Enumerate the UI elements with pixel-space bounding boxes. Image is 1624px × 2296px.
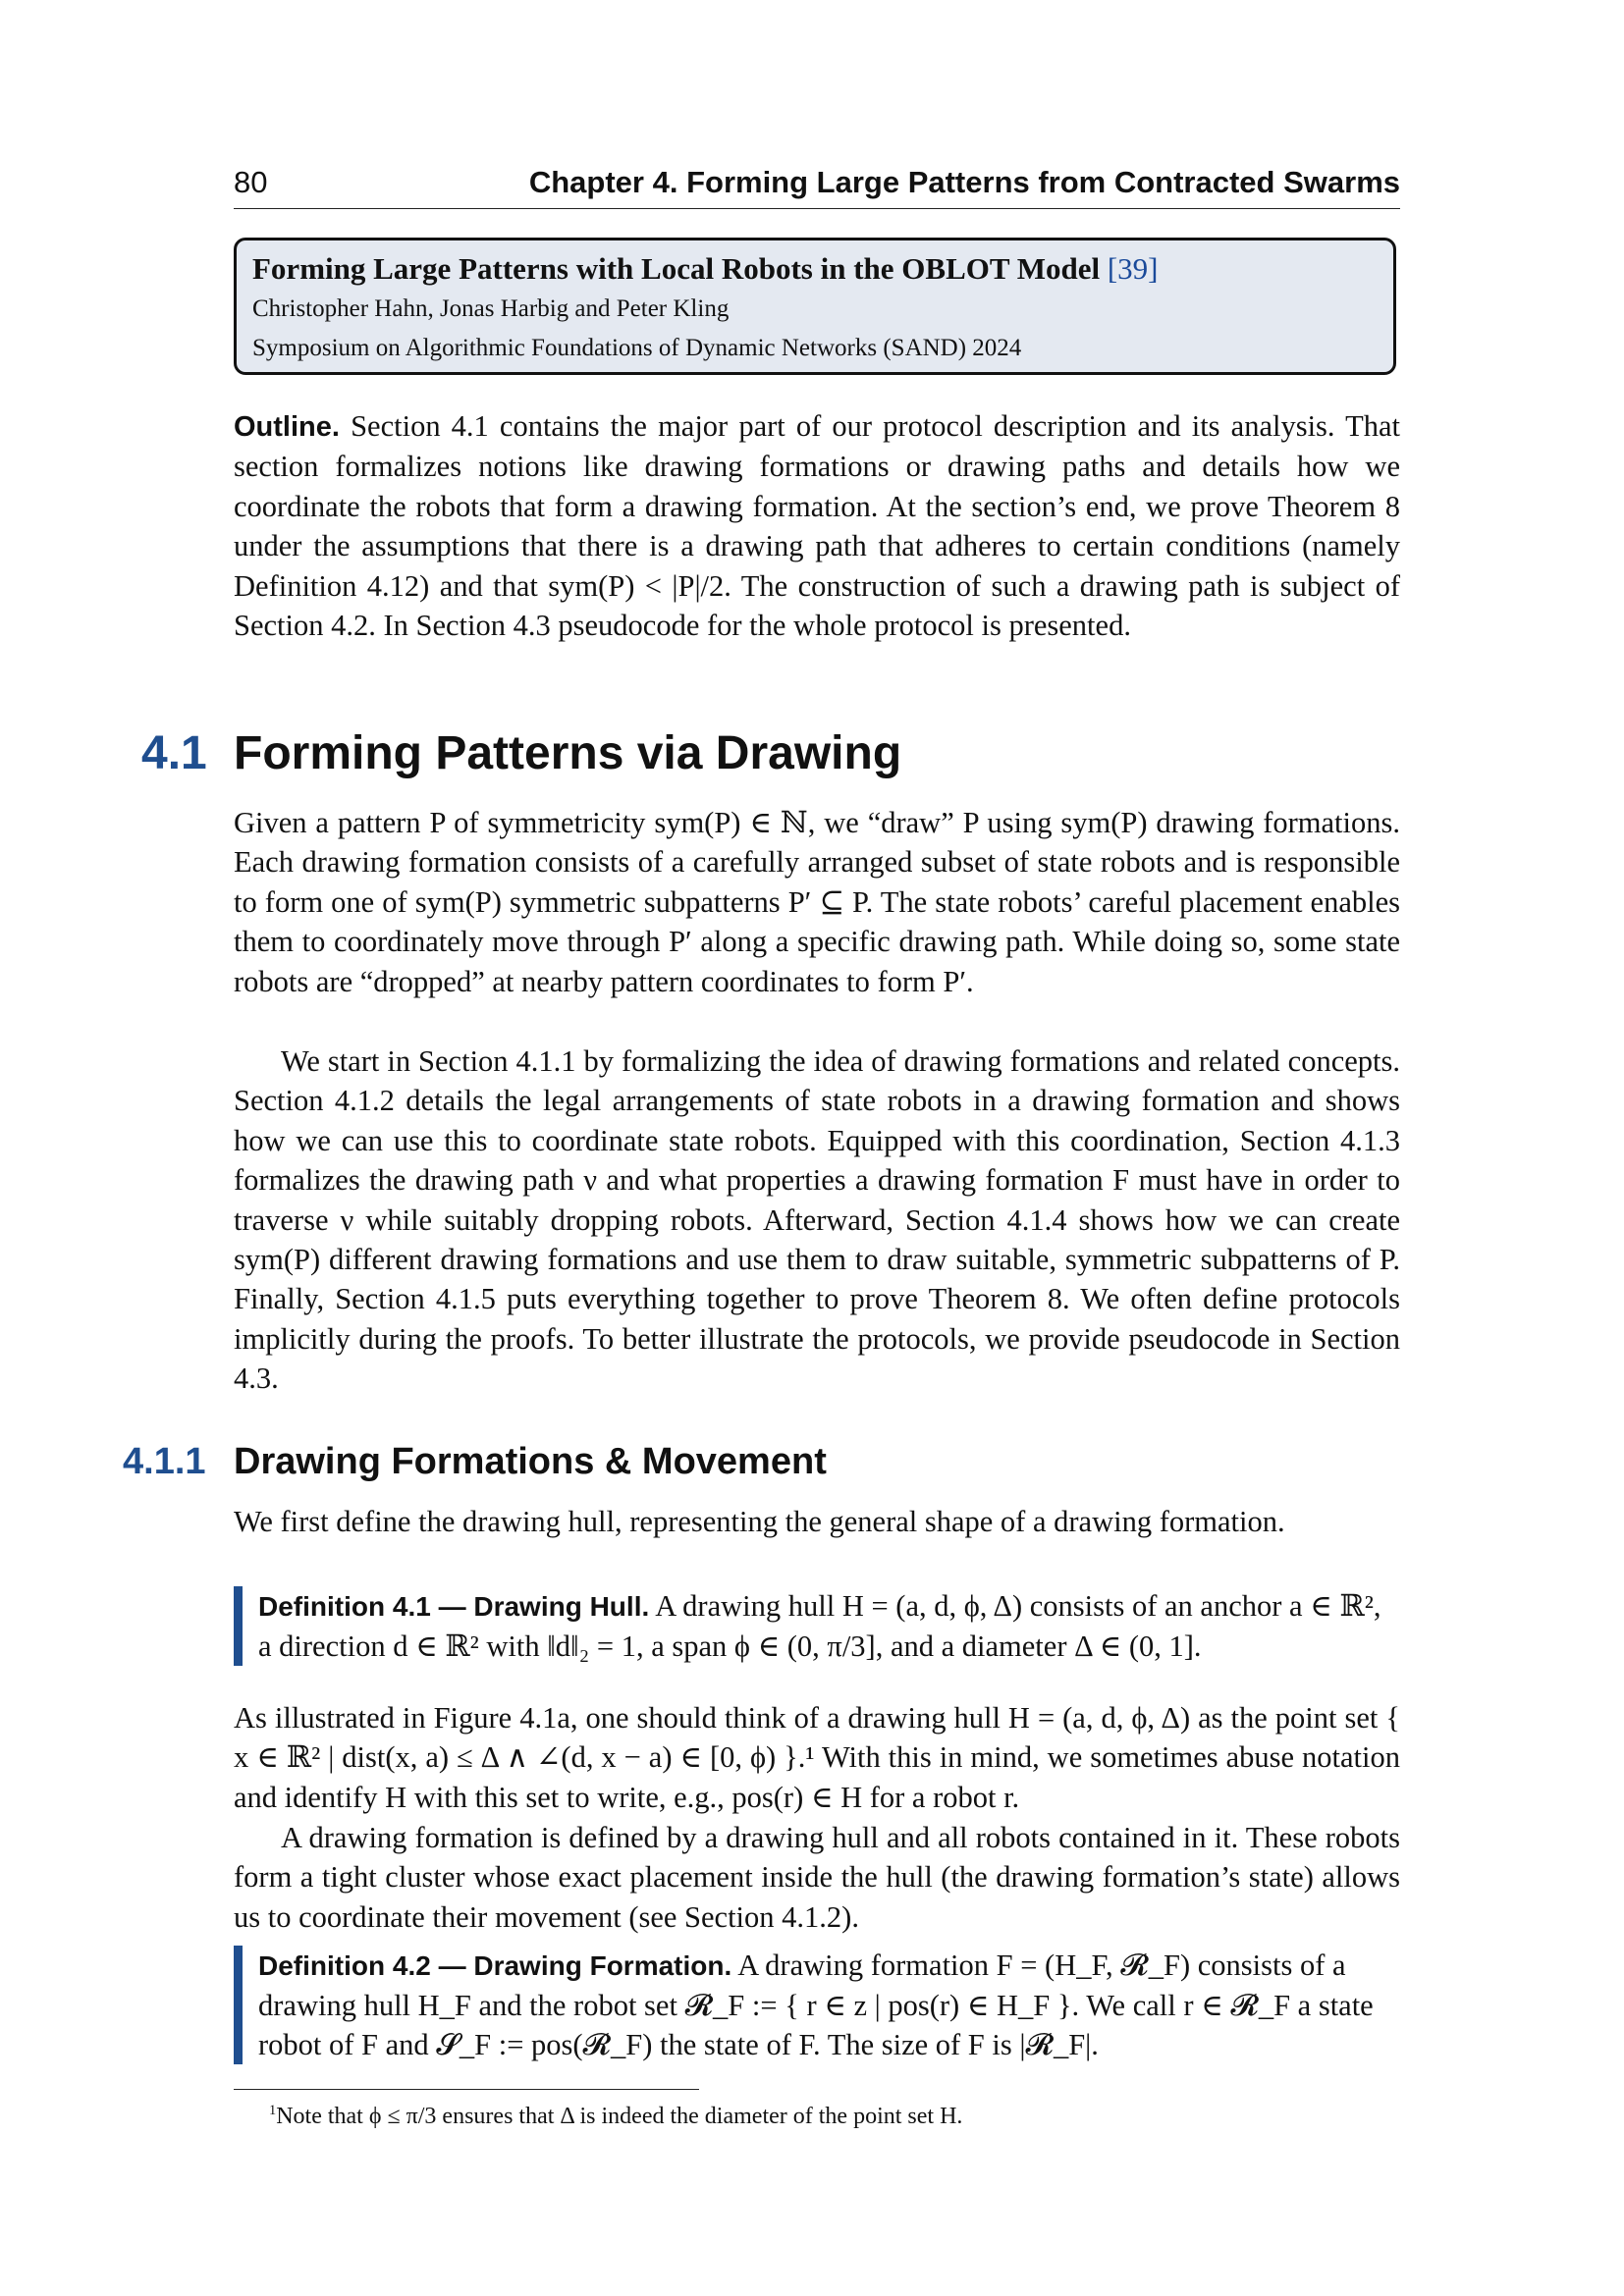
running-header: [234, 165, 1400, 209]
outline-text: Section 4.1 contains the major part of our protocol description and its analysis. That section formalizes notions like drawing formations or drawing paths and details how we coordinate the robots that form a drawing formation. At the section’s end, we prove Theorem 8 under the assumptions that there is a drawing path that adheres to certain conditions (namely Definition 4.12) and that sym(P) < |P|/2. The construction of such a drawing path is subject of Section 4.2. In Section 4.3 pseudocode for the whole protocol is presented.: [234, 409, 1400, 643]
footnote-marker: 1: [269, 2103, 277, 2118]
chapter-title: Chapter 4. Forming Large Patterns from Contracted Swarms: [528, 165, 1400, 199]
section-4-1-para-1: Given a pattern P of symmetricity sym(P) ∈ ℕ, we “draw” P using sym(P) drawing formations. Each drawing formation consists of a carefully arranged subset of state robots and is responsible to form one of sym(P) symmetric subpatterns P′ ⊆ P. The state robots’ careful placement enables them to coordinately move through P′ along a specific drawing path. While doing so, some state robots are “dropped” at nearby pattern coordinates to form P′.: [234, 806, 1400, 998]
publication-title-line: [252, 248, 1378, 290]
subsection-number: 4.1.1: [123, 1441, 206, 1482]
subsection-title: Drawing Formations & Movement: [234, 1441, 827, 1482]
section-4-1-para-2: We start in Section 4.1.1 by formalizing the idea of drawing formations and related concepts. Section 4.1.2 details the legal arrangements of state robots in a drawing formation and shows how we can use this to coordinate state robots. Equipped with this coordination, Section 4.1.3 formalizes the drawing path ν and what properties a drawing formation F must have in order to traverse ν while suitably dropping robots. Afterward, Section 4.1.4 shows how we can create sym(P) different drawing formations and use them to draw suitable, symmetric subpatterns of P. Finally, Section 4.1.5 puts everything together to prove Theorem 8. We often define protocols implicitly during the proofs. To better illustrate the protocols, we provide pseudocode in Section 4.3.: [234, 1044, 1400, 1396]
section-title: Forming Patterns via Drawing: [234, 727, 902, 779]
section-heading-4-1: [141, 726, 902, 780]
publication-authors: Christopher Hahn, Jonas Harbig and Peter Kling: [252, 295, 730, 322]
definition-heading: Definition 4.1 — Drawing Hull.: [258, 1591, 650, 1622]
formation-paragraph: A drawing formation is defined by a drawing hull and all robots contained in it. These robots form a tight cluster whose exact placement inside the hull (the drawing formation’s state) allows us to coordinate their movement (see Section 4.1.2).: [234, 1821, 1400, 1934]
definition-text: A drawing hull H = (a, d, ϕ, Δ) consists of an anchor a ∈ ℝ², a direction d ∈ ℝ² with ‖d‖₂ = 1, a span ϕ ∈ (0, π/3], and a diameter Δ ∈ (0, 1].: [258, 1589, 1381, 1663]
page-number: 80: [234, 165, 268, 199]
footnote: [269, 2103, 962, 2130]
publication-venue: Symposium on Algorithmic Foundations of Dynamic Networks (SAND) 2024: [252, 335, 1022, 361]
footnote-rule: [234, 2089, 699, 2090]
section-heading-4-1-1: [123, 1441, 827, 1483]
definition-heading: Definition 4.2 — Drawing Formation.: [258, 1950, 732, 1981]
definition-text: A drawing formation F = (H_F, 𝓡_F) consists of a drawing hull H_F and the robot set 𝓡_F := { r ∈ z | pos(r) ∈ H_F }. We call r ∈ 𝓡_F a state robot of F and 𝓢_F := pos(𝓡_F) the state of F. The size of F is |𝓡_F|.: [258, 1949, 1374, 2061]
publication-title: Forming Large Patterns with Local Robots in the OBLOT Model: [252, 251, 1101, 286]
hull-explanation-paragraph: As illustrated in Figure 4.1a, one should think of a drawing hull H = (a, d, ϕ, Δ) as the point set { x ∈ ℝ² | dist(x, a) ≤ Δ ∧ ∠(d, x − a) ∈ [0, ϕ) }.¹ With this in mind, we sometimes abuse notation and identify H with this set to write, e.g., pos(r) ∈ H for a robot r.: [234, 1701, 1400, 1814]
outline-paragraph: [234, 406, 1400, 645]
publication-box: [234, 238, 1396, 375]
section-number: 4.1: [141, 727, 207, 779]
footnote-text: Note that ϕ ≤ π/3 ensures that Δ is indeed the diameter of the point set H.: [276, 2104, 963, 2129]
definition-4-1: [234, 1586, 1400, 1666]
citation-link[interactable]: [39]: [1107, 251, 1159, 286]
definition-4-2: [234, 1946, 1400, 2064]
hull-intro-paragraph: We first define the drawing hull, representing the general shape of a drawing formation.: [234, 1505, 1285, 1538]
outline-lead: Outline.: [234, 411, 340, 443]
